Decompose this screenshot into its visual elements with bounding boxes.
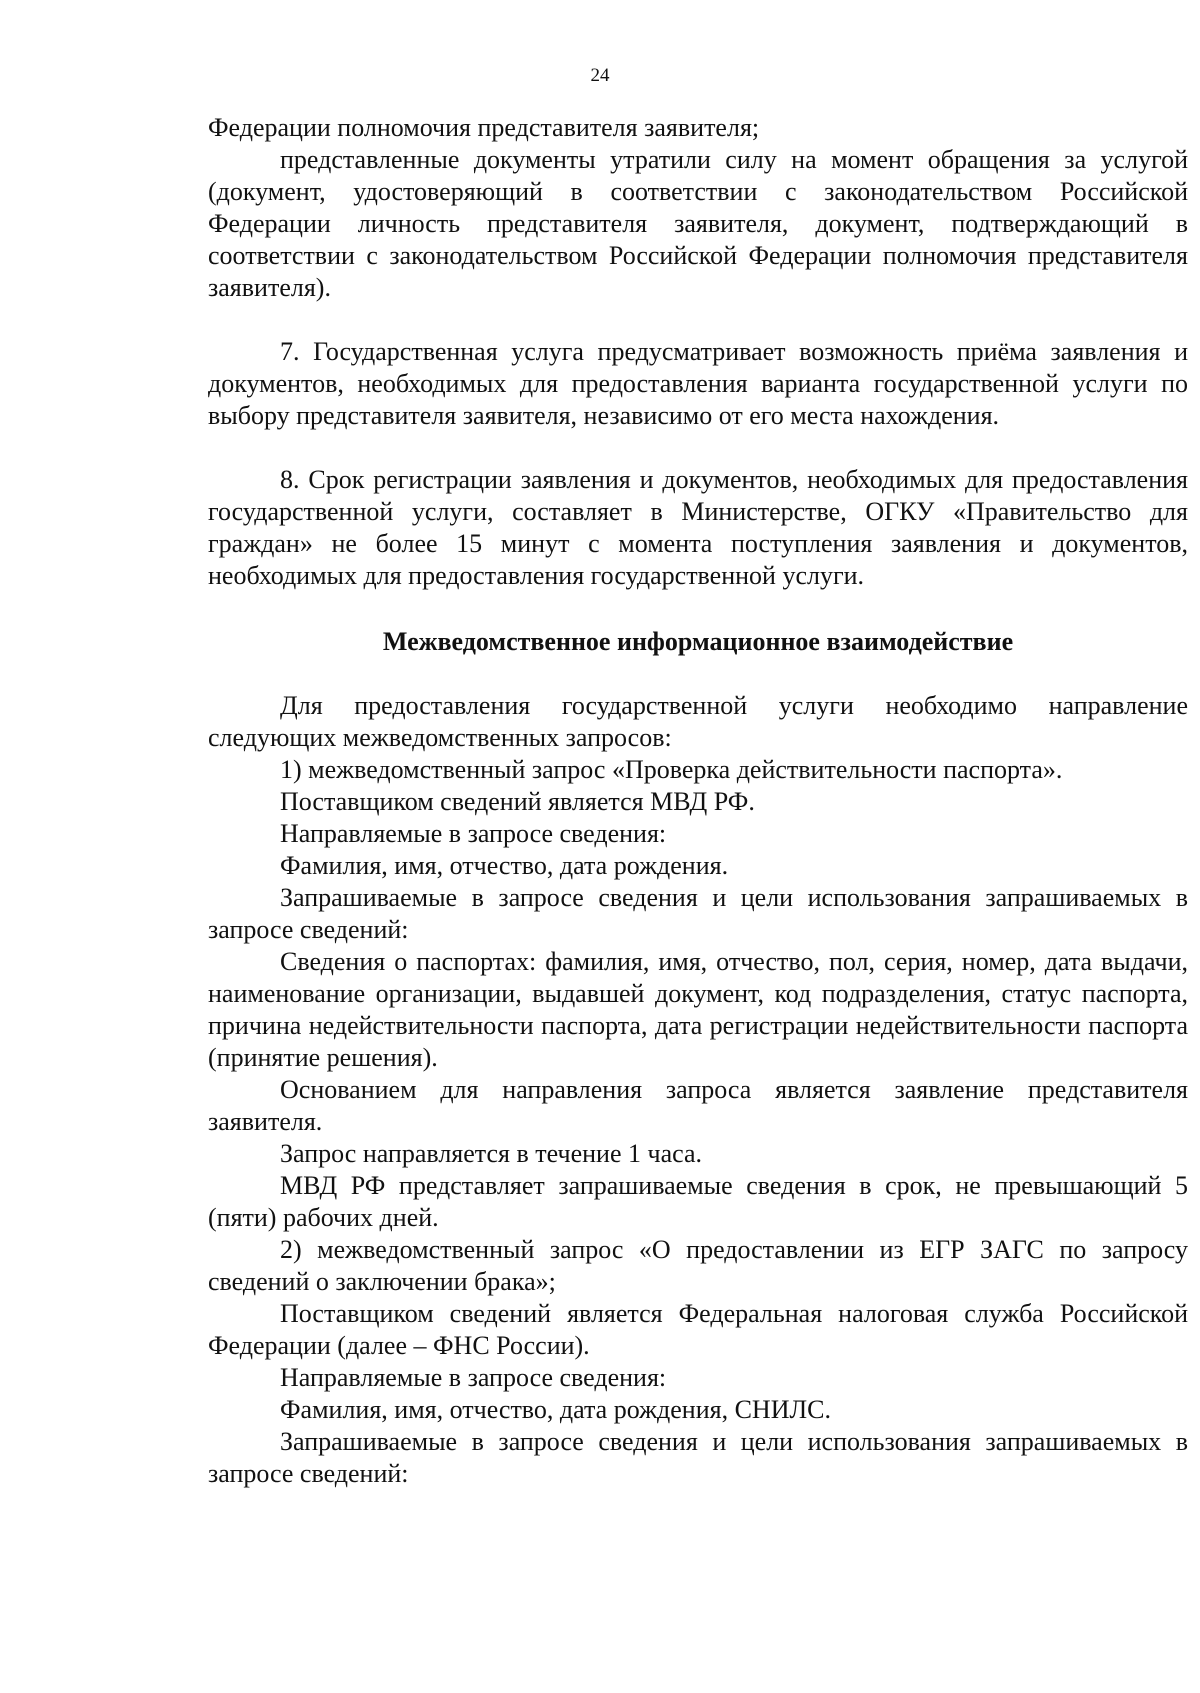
section-heading: Межведомственное информационное взаимодействие <box>382 627 1014 656</box>
paragraph-sent-data-2: Фамилия, имя, отчество, дата рождения, СНИЛС. <box>280 1395 831 1424</box>
paragraph-passport-data: Сведения о паспортах: фамилия, имя, отчество, пол, серия, номер, дата выдачи, наименование организации, выдавшей документ, код подразделения, статус паспорта, причина недействительности паспорта, дата регистрации недействительности паспорта (принятие решения). <box>208 947 1188 1072</box>
document-body <box>208 112 1188 1490</box>
paragraph-request-basis: Основанием для направления запроса является заявление представителя заявителя. <box>208 1075 1188 1136</box>
paragraph-supplier-1: Поставщиком сведений является МВД РФ. <box>280 787 755 816</box>
paragraph-continuation: Федерации полномочия представителя заявителя; <box>208 113 760 142</box>
paragraph-requests-intro: Для предоставления государственной услуги необходимо направление следующих межведомственных запросов: <box>208 691 1188 752</box>
paragraph-sent-data-label-1: Направляемые в запросе сведения: <box>280 819 667 848</box>
paragraph-requested-data-label-2: Запрашиваемые в запросе сведения и цели использования запрашиваемых в запросе сведений: <box>208 1427 1188 1488</box>
paragraph-item-7: 7. Государственная услуга предусматривает возможность приёма заявления и документов, необходимых для предоставления варианта государственной услуги по выбору представителя заявителя, независимо от его места нахождения. <box>208 337 1188 430</box>
paragraph-sent-data-1: Фамилия, имя, отчество, дата рождения. <box>280 851 729 880</box>
paragraph-expired-documents: представленные документы утратили силу на момент обращения за услугой (документ, удостоверяющий в соответствии с законодательством Российской Федерации личность представителя заявителя, документ, подтверждающий в соответствии с законодательством Российской Федерации полномочия представителя заявителя). <box>208 145 1188 302</box>
paragraph-response-term: МВД РФ представляет запрашиваемые сведения в срок, не превышающий 5 (пяти) рабочих дней. <box>208 1171 1188 1232</box>
paragraph-sent-data-label-2: Направляемые в запросе сведения: <box>280 1363 667 1392</box>
paragraph-supplier-2: Поставщиком сведений является Федеральная налоговая служба Российской Федерации (далее – ФНС России). <box>208 1299 1188 1360</box>
paragraph-request-1: 1) межведомственный запрос «Проверка действительности паспорта». <box>280 755 1063 784</box>
paragraph-item-8: 8. Срок регистрации заявления и документов, необходимых для предоставления государственной услуги, составляет в Министерстве, ОГКУ «Правительство для граждан» не более 15 минут с момента поступления заявления и документов, необходимых для предоставления государственной услуги. <box>208 465 1188 590</box>
page-number: 24 <box>590 65 610 86</box>
paragraph-request-2: 2) межведомственный запрос «О предоставлении из ЕГР ЗАГС по запросу сведений о заключении брака»; <box>208 1235 1188 1296</box>
paragraph-requested-data-label-1: Запрашиваемые в запросе сведения и цели использования запрашиваемых в запросе сведений: <box>208 883 1188 944</box>
paragraph-request-time: Запрос направляется в течение 1 часа. <box>280 1139 703 1168</box>
